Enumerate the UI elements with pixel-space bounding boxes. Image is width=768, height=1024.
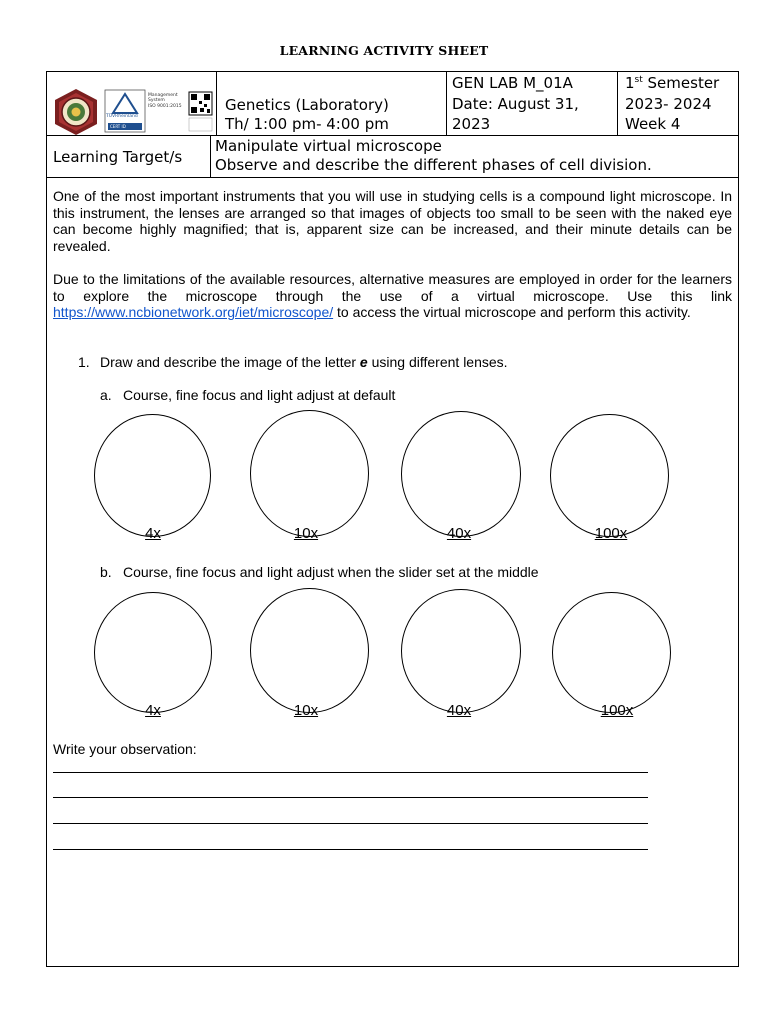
virtual-microscope-link[interactable]: https://www.ncbionetwork.org/iet/microscope/: [53, 304, 334, 320]
week-number: Week 4: [625, 115, 681, 133]
drawing-circle-b-40x[interactable]: [401, 589, 521, 713]
code-column-divider: [617, 71, 618, 135]
observation-line-2[interactable]: [53, 797, 648, 798]
school-year: 2023- 2024: [625, 95, 712, 113]
learning-target-1: Manipulate virtual microscope: [215, 137, 442, 155]
mag-label-a-40x: 40x: [446, 525, 472, 542]
part-b-letter: b.: [100, 564, 112, 580]
learning-target-label: Learning Target/s: [53, 148, 183, 166]
observation-label: Write your observation:: [53, 741, 197, 757]
course-name: Genetics (Laboratory): [225, 96, 389, 114]
virtual-microscope-paragraph: Due to the limitations of the available resources, alternative measures are employed in order for the learners to explore the microscope through the use of a virtual microscope. Use this link https://www.ncbionetwork.org/iet/microscope/ to access the virtual microscope and perform this activity.: [53, 271, 732, 320]
cert-iso-text: ISO 9001:2015: [148, 104, 182, 109]
drawing-circle-b-100x[interactable]: [552, 592, 671, 713]
mag-label-a-4x: 4x: [145, 525, 161, 542]
drawing-circle-a-4x[interactable]: [94, 414, 211, 537]
learning-target-2: Observe and describe the different phases of cell division.: [215, 156, 652, 174]
cert-mgmt-text: Management System: [148, 93, 178, 103]
cert-badge-text: CERT ID: [110, 124, 126, 129]
observation-line-4[interactable]: [53, 849, 648, 850]
part-a-instruction: Course, fine focus and light adjust at default: [123, 387, 396, 403]
drawing-circle-b-4x[interactable]: [94, 592, 212, 713]
observation-line-3[interactable]: [53, 823, 648, 824]
mag-label-b-10x: 10x: [293, 702, 319, 719]
sheet-title: LEARNING ACTIVITY SHEET: [279, 43, 489, 58]
intro-paragraph: One of the most important instruments that you will use in studying cells is a compound light microscope. In this instrument, the lenses are arranged so that images of objects too small to be seen with the naked eye can become highly magnified; that is, apparent size can be increased, and their minute details can be revealed.: [53, 188, 732, 254]
school-seal-logo: [52, 88, 100, 136]
semester-label: 1st Semester: [625, 74, 720, 92]
header-divider: [46, 135, 739, 136]
observation-line-1[interactable]: [53, 772, 648, 773]
part-b-instruction: Course, fine focus and light adjust when the slider set at the middle: [123, 564, 539, 580]
drawing-circle-a-10x[interactable]: [250, 410, 369, 537]
mag-label-a-100x: 100x: [594, 525, 628, 542]
logo-column-divider: [216, 71, 217, 135]
mag-label-b-40x: 40x: [446, 702, 472, 719]
mag-label-a-10x: 10x: [293, 525, 319, 542]
cert-brand-text: TÜVRheinland: [106, 114, 138, 119]
module-year: 2023: [452, 115, 491, 133]
module-date: Date: August 31,: [452, 95, 579, 113]
target-divider: [46, 177, 739, 178]
drawing-circle-a-100x[interactable]: [550, 414, 669, 537]
task-instruction: Draw and describe the image of the letter e using different lenses.: [100, 354, 508, 370]
target-column-divider: [210, 135, 211, 177]
part-a-letter: a.: [100, 387, 112, 403]
module-code: GEN LAB M_01A: [452, 74, 573, 92]
course-column-divider: [446, 71, 447, 135]
drawing-circle-a-40x[interactable]: [401, 411, 521, 537]
course-schedule: Th/ 1:00 pm- 4:00 pm: [225, 115, 389, 133]
drawing-circle-b-10x[interactable]: [250, 588, 369, 713]
mag-label-b-4x: 4x: [145, 702, 161, 719]
mag-label-b-100x: 100x: [600, 702, 634, 719]
task-number: 1.: [78, 354, 90, 370]
